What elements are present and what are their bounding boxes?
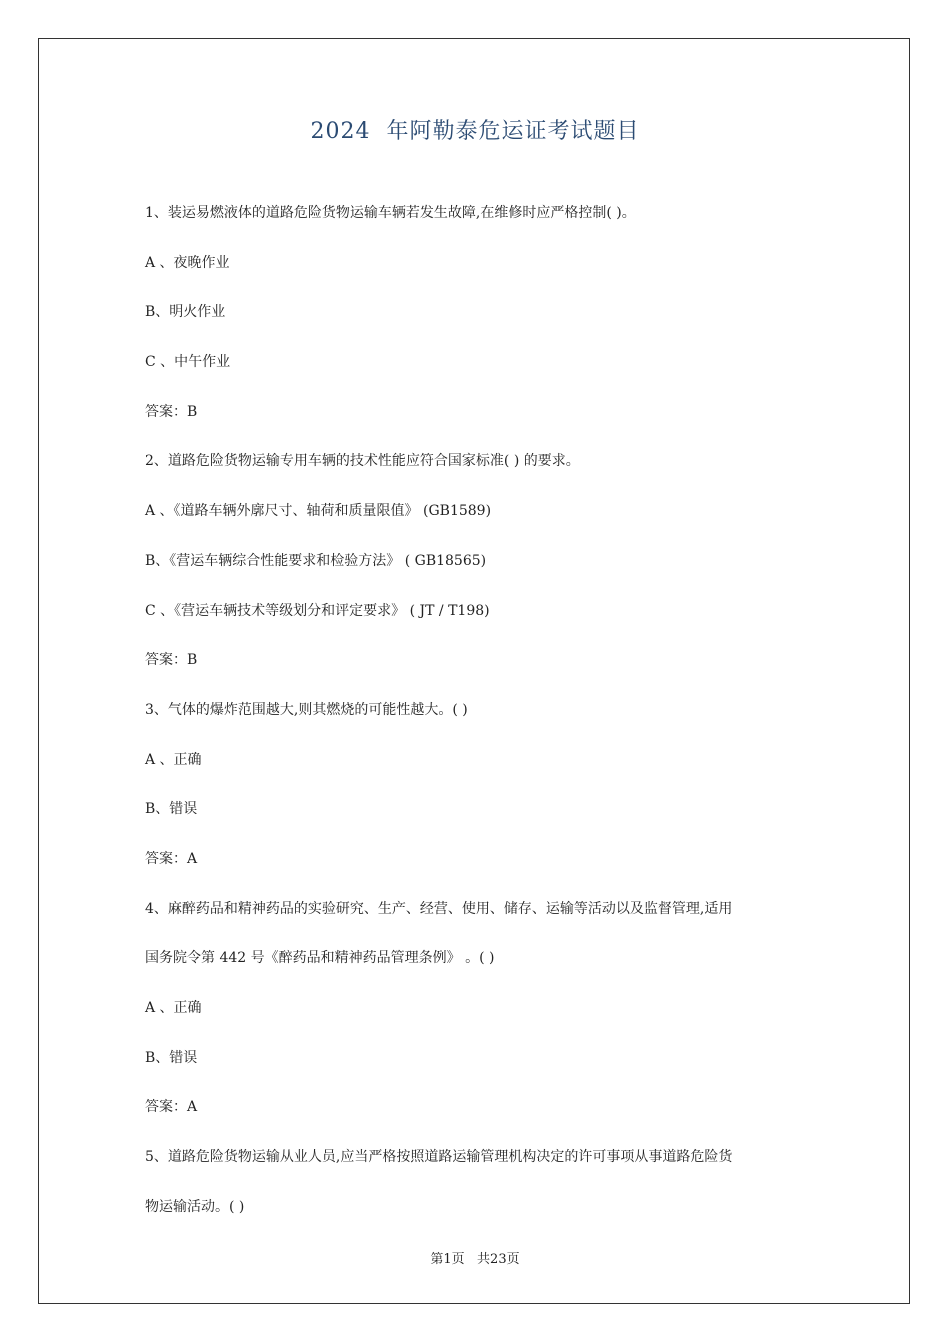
answer: 答案：A <box>145 850 198 867</box>
option: B、《营运车辆综合性能要求和检验方法》 ( GB18565) <box>145 552 487 569</box>
answer: 答案：B <box>145 652 198 669</box>
page-footer: 第1页 共23页 <box>430 1252 520 1267</box>
question-text: 5、道路危险货物运输从业人员,应当严格按照道路运输管理机构决定的许可事项从事道路危险货 <box>145 1149 733 1166</box>
question-text: 国务院令第 442 号《醉药品和精神药品管理条例》 。( ) <box>145 950 495 967</box>
question-text: 4、麻醉药品和精神药品的实验研究、生产、经营、使用、储存、运输等活动以及监督管理,适用 <box>145 900 733 917</box>
option: A 、《道路车辆外廓尺寸、轴荷和质量限值》 (GB1589) <box>145 503 492 520</box>
question-list <box>145 200 815 1243</box>
question-text: 2、道路危险货物运输专用车辆的技术性能应符合国家标准( ) 的要求。 <box>145 453 580 470</box>
answer: 答案：A <box>145 1099 198 1116</box>
option: A 、正确 <box>145 751 202 768</box>
question-text: 物运输活动。( ) <box>145 1198 245 1215</box>
document-title: 2024 年阿勒泰危运证考试题目 <box>310 119 640 144</box>
answer: 答案：B <box>145 403 198 420</box>
question-text: 3、气体的爆炸范围越大,则其燃烧的可能性越大。( ) <box>145 701 468 718</box>
option: B、错误 <box>145 801 198 818</box>
option: A 、正确 <box>145 1000 202 1016</box>
option: C 、中午作业 <box>145 354 231 371</box>
question-text: 1、装运易燃液体的道路危险货物运输车辆若发生故障,在维修时应严格控制( )。 <box>145 205 636 221</box>
option: B、明火作业 <box>145 304 226 321</box>
option: B、错误 <box>145 1049 198 1066</box>
option: C 、《营运车辆技术等级划分和评定要求》 ( JT / T198) <box>145 602 490 619</box>
option: A 、夜晚作业 <box>145 254 230 271</box>
